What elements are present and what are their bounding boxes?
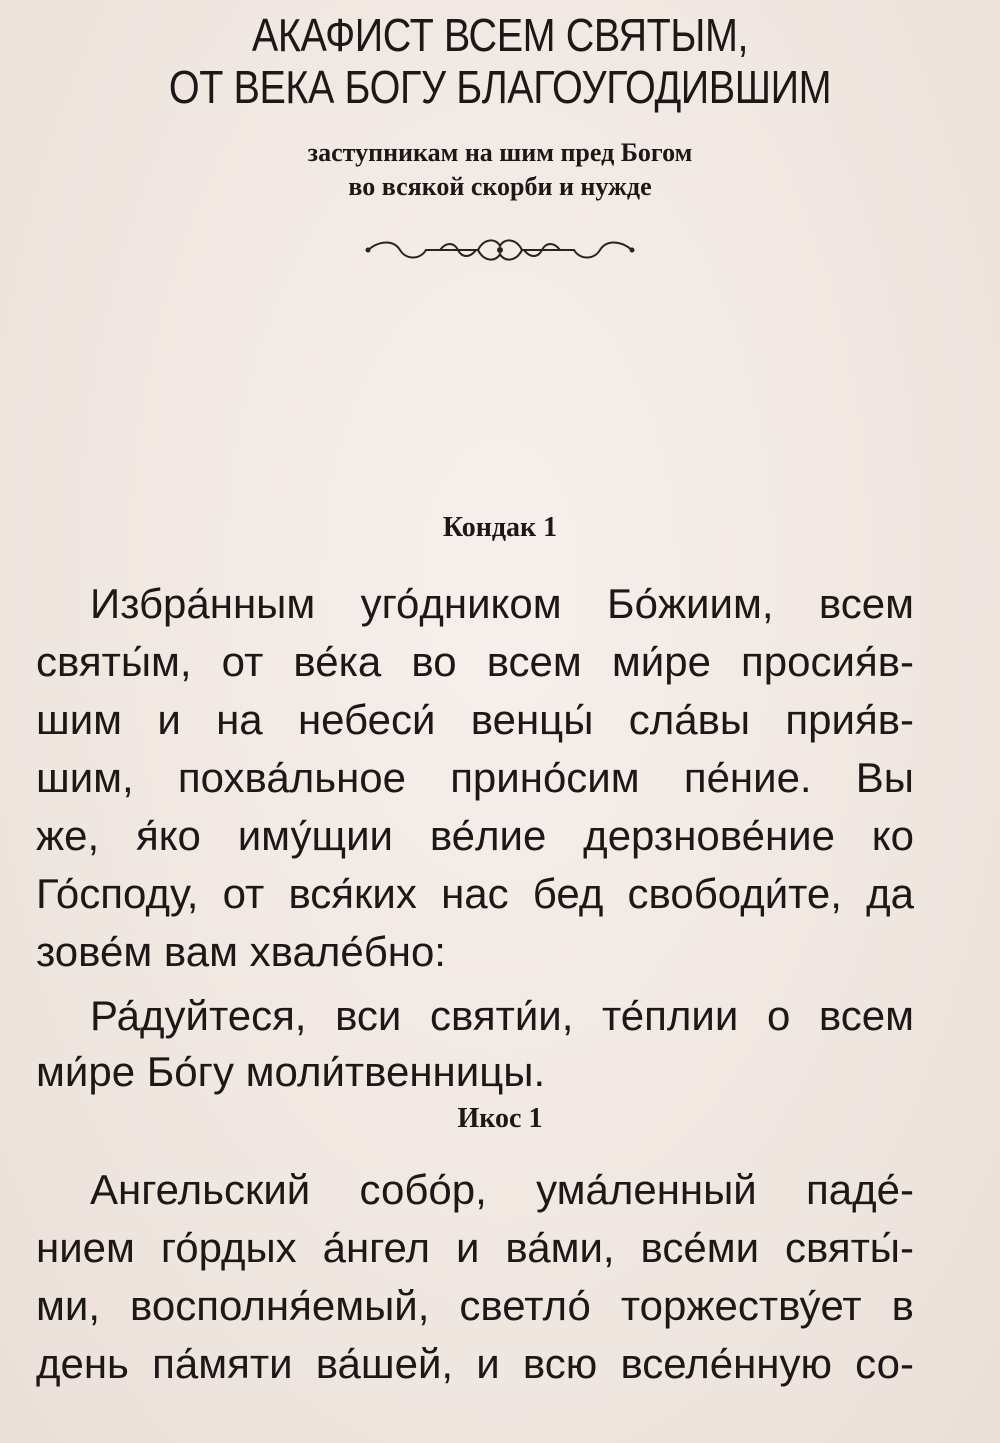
ikos-line: Ангельский собо́р, ума́ленный паде́-	[90, 1166, 914, 1213]
ikos-line: нием го́рдых а́нгел и ва́ми, все́ми святы́-	[36, 1224, 914, 1271]
kondak-line: Избра́нным уго́дником Бо́жиим, всем	[90, 580, 914, 627]
ikos-heading: Икос 1	[457, 1103, 543, 1134]
title-line-1: АКАФИСТ ВСЕМ СВЯТЫМ,	[251, 9, 749, 61]
ornament-divider-icon	[360, 232, 640, 268]
kondak-line: шим, похва́льное прино́сим пе́ние. Вы	[36, 754, 914, 801]
refrain-line: ми́ре Бо́гу моли́твенницы.	[36, 1048, 546, 1095]
ikos-line: день па́мяти ва́шей, и всю вселе́нную со-	[36, 1340, 914, 1387]
title-line-2: ОТ ВЕКА БОГУ БЛАГОУГОДИВШИМ	[168, 61, 832, 113]
subtitle-line-2: во всякой скорби и нужде	[348, 172, 652, 201]
kondak-heading: Кондак 1	[442, 512, 558, 543]
kondak-line: Го́споду, от вся́ких нас бед свободи́те, да	[36, 870, 914, 917]
kondak-line: же, я́ко иму́щии ве́лие дерзнове́ние ко	[36, 812, 914, 859]
subtitle-line-1: заступникам на шим пред Богом	[307, 138, 693, 167]
kondak-line: шим и на небеси́ венцы́ сла́вы прия́в-	[36, 696, 914, 743]
refrain-line: Ра́дуйтеся, вси святи́и, те́плии о всем	[90, 992, 914, 1039]
kondak-line: зове́м вам хвале́бно:	[36, 928, 446, 975]
ikos-line: ми, восполня́емый, светло́ торжеству́ет в	[36, 1282, 914, 1329]
kondak-line: святы́м, от ве́ка во всем ми́ре просия́в-	[36, 638, 914, 685]
